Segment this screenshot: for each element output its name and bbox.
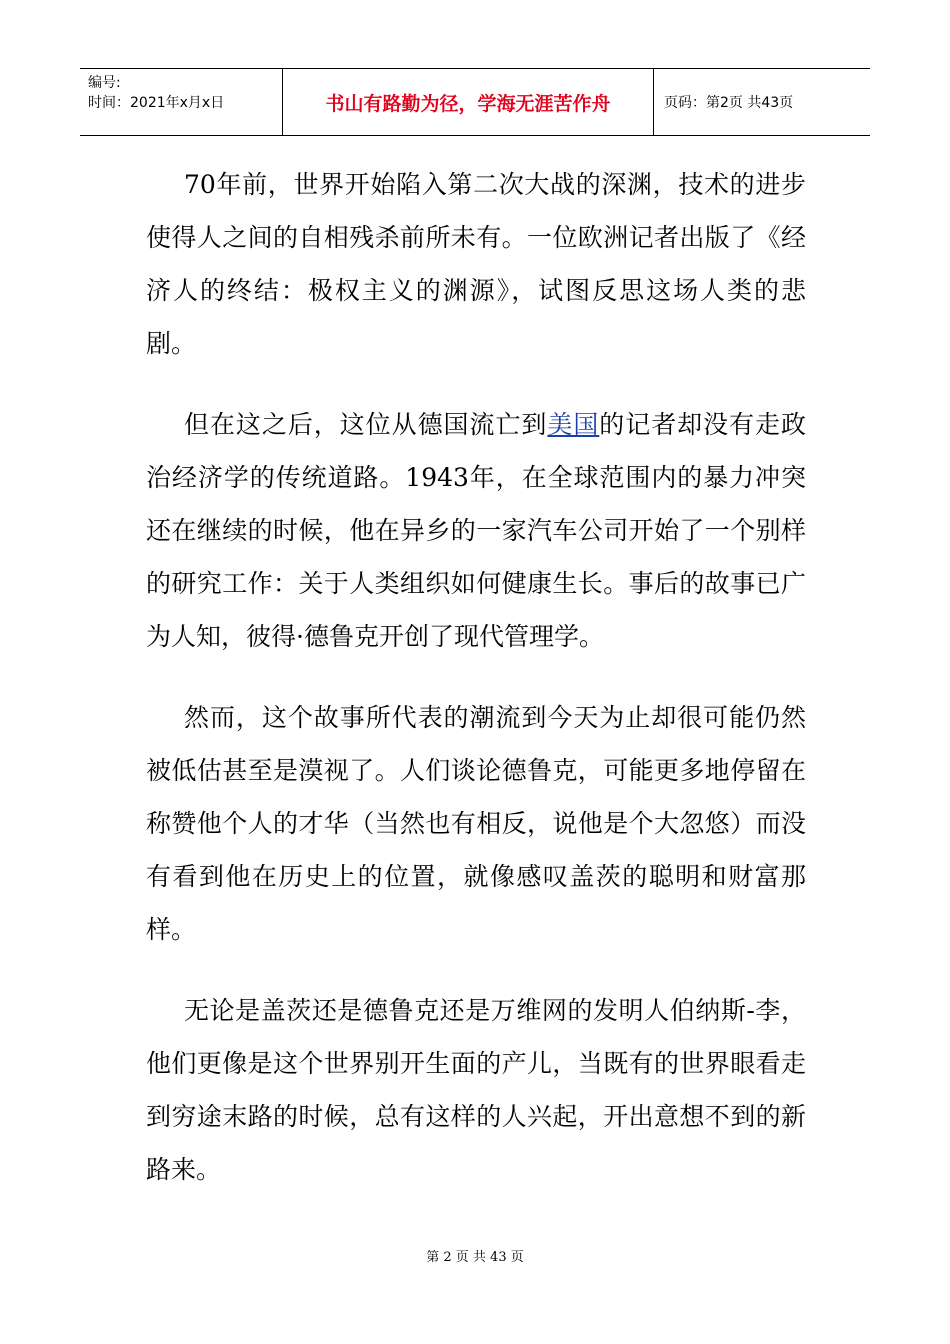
page-header: [80, 68, 870, 136]
page-footer: 第 2 页 共 43 页: [426, 1250, 524, 1265]
america-link[interactable]: 美国: [547, 410, 600, 439]
header-meta-cell: [80, 69, 283, 135]
paragraph-2-text-after: 的记者却没有走政治经济学的传统道路。1943年，在全球范围内的暴力冲突还在继续的时候，他在异乡的一家汽车公司开始了一个别样的研究工作：关于人类组织如何健康生长。事后的故事已广为人知，彼得·德鲁克开创了现代管理学。: [146, 410, 806, 651]
document-number-label: 编号:: [88, 75, 121, 91]
paragraph-4: 无论是盖茨还是德鲁克还是万维网的发明人伯纳斯-李，他们更像是这个世界别开生面的产儿，当既有的世界眼看走到穷途末路的时候，总有这样的人兴起，开出意想不到的新路来。: [146, 996, 806, 1184]
paragraph-2-text-before: 但在这之后，这位从德国流亡到: [184, 410, 548, 439]
header-page-info: 页码：第2页 共43页: [664, 95, 794, 111]
document-date-label: 时间：2021年x月x日: [88, 95, 225, 111]
header-motto: 书山有路勤为径，学海无涯苦作舟: [283, 69, 654, 135]
paragraph-1: 70年前，世界开始陷入第二次大战的深渊，技术的进步使得人之间的自相残杀前所未有。一位欧洲记者出版了《经济人的终结：极权主义的渊源》，试图反思这场人类的悲剧。: [146, 170, 806, 358]
document-body: [146, 158, 806, 1224]
paragraph-2: [146, 398, 806, 663]
paragraph-3: 然而，这个故事所代表的潮流到今天为止却很可能仍然被低估甚至是漠视了。人们谈论德鲁克，可能更多地停留在称赞他个人的才华（当然也有相反，说他是个大忽悠）而没有看到他在历史上的位置，就像感叹盖茨的聪明和财富那样。: [146, 703, 806, 944]
